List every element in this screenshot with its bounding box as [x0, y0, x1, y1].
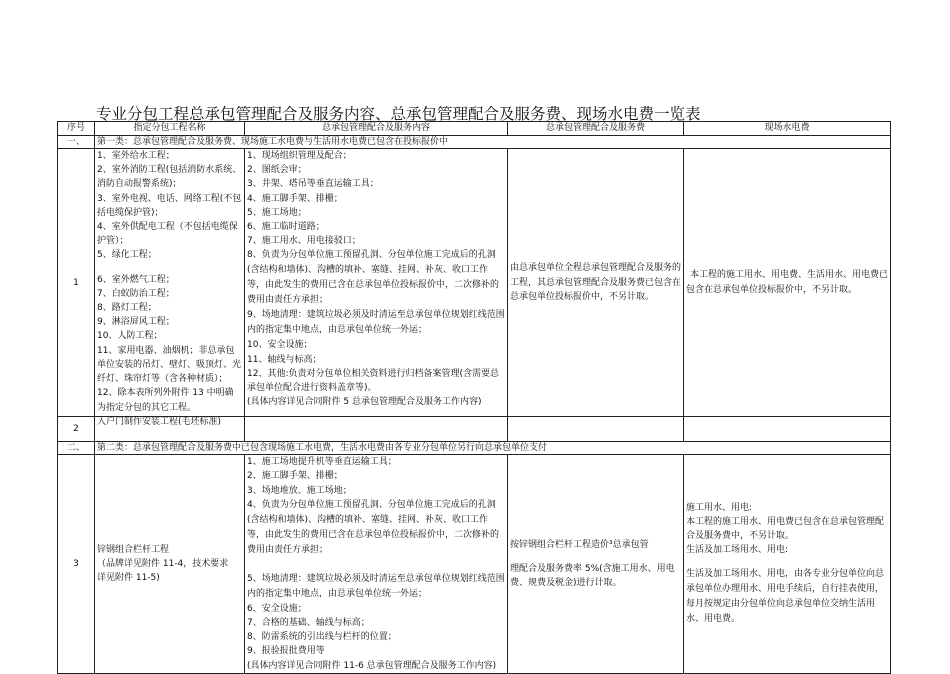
- list-item: 5、绿化工程；: [97, 250, 157, 261]
- list-item: 12、其他:负责对分包单位相关资料进行归档备案管理(含需要总承包单位配合进行资料盖章等)。: [247, 368, 499, 394]
- fee-table: [57, 121, 891, 674]
- list-item: (具体内容详见合同附件 11-6 总承包管理配合及服务工作内容): [247, 660, 497, 671]
- header-fee: 总承包管理配合及服务费: [508, 122, 684, 136]
- project-names-cell: [95, 149, 245, 417]
- list-item: 11、家用电器、油烟机；非总承包单位安装的吊灯、壁灯、吸顶灯、光纤灯、珠帘灯等（含各种材质）；: [97, 345, 242, 385]
- row-seq: 3: [58, 455, 95, 674]
- list-item: 本工程的施工用水、用电费已包含在总承包管理配合及服务费中，不另计取。: [686, 516, 885, 542]
- service-content-cell: [245, 417, 508, 442]
- list-item: 2、施工脚手架、排栅；: [247, 471, 343, 482]
- list-item: 3、场地堆放、施工场地；: [247, 485, 352, 496]
- list-item: 11、轴线与标高；: [247, 354, 322, 365]
- list-item: 1、施工场地提升机等垂直运输工具；: [247, 457, 397, 468]
- category-row-1: [58, 136, 891, 149]
- list-item: 12、除本表所列外附件 13 中明确为指定分包的其它工程。: [97, 388, 234, 414]
- header-row: [58, 122, 891, 136]
- list-item: 4、施工脚手架、排栅；: [247, 193, 343, 204]
- list-item: 生活及加工场用水、用电，由各专业分包单位向总承包单位办理用水、用电手续后，自行挂表使用，每月按规定由分包单位向总承包单位交纳生活用水、用电费。: [686, 569, 885, 625]
- utility-fee-cell: [684, 417, 891, 442]
- fee-line: 按锌钢组合栏杆工程造价³总承包管: [510, 539, 649, 550]
- list-item: 6、施工临时道路；: [247, 222, 325, 233]
- utility-fee-cell: [684, 455, 891, 674]
- list-item: 8、防雷系统的引出线与栏杆的位置；: [247, 632, 397, 643]
- header-content: 总承包管理配合及服务内容: [245, 122, 508, 136]
- category-row-2: [58, 442, 891, 455]
- list-item: 5、场地清理：建筑垃圾必须及时清运至总承包单位规划红线范围内的指定集中地点，由总承包单位统一外运；: [247, 573, 505, 599]
- header-water: 现场水电费: [684, 122, 891, 136]
- list-item: 10、人防工程；: [97, 331, 163, 342]
- category-text: 第一类：总承包管理配合及服务费、现场施工水电费与生活用水电费已包含在投标报价中: [95, 136, 891, 149]
- list-item: (具体内容详见合同附件 5 总承包管理配合及服务工作内容): [247, 397, 482, 408]
- service-content-cell: [245, 455, 508, 674]
- table-row-2: [58, 417, 891, 442]
- list-item: 9、淋浴屏风工程；: [97, 317, 175, 328]
- list-item: 1、现场组织管理及配合；: [247, 151, 352, 161]
- row-seq: 2: [58, 417, 95, 442]
- fee-line: 理配合及服务费率 5%(含施工用水、用电费、规费及税金)进行计取。: [510, 563, 675, 589]
- list-item: 7、施工用水、用电接驳口；: [247, 236, 361, 247]
- list-item: （品牌详见附件 11-4，技术要求: [97, 558, 229, 569]
- category-seq: 二、: [58, 442, 95, 455]
- header-seq: 序号: [58, 122, 95, 136]
- table-row-3: [58, 455, 891, 674]
- list-item: 8、负责为分包单位施工预留孔洞、分包单位施工完成后的孔洞(含结构和墙体)、沟槽的填补、塞缝、挂网、补灰、收口工作等，由此发生的费用已含在总承包单位投标报价中，二次修补的费用由责任方承担；: [247, 250, 500, 306]
- list-item: 6、安全设施；: [247, 603, 307, 614]
- service-fee-cell: 由总承包单位全程总承包管理配合及服务的工程，其总承包管理配合及服务费已包含在总承包单位投标报价中，不另计取。: [508, 149, 684, 417]
- list-item: 9、报验报批费用等: [247, 646, 325, 657]
- list-item: 7、合格的基础、轴线与标高；: [247, 618, 370, 629]
- list-item: 锌钢组合栏杆工程: [97, 544, 170, 555]
- list-item: 9、场地清理：建筑垃圾必须及时清运至总承包单位规划红线范围内的指定集中地点，由总承包单位统一外运；: [247, 310, 505, 336]
- service-content-cell: [245, 149, 508, 417]
- header-name: 指定分包工程名称: [95, 122, 245, 136]
- list-item: 详见附件 11-5): [97, 573, 160, 584]
- list-item: 6、室外燃气工程；: [97, 274, 175, 285]
- list-item: 3、室外电视、电话、网络工程(不包括电缆保护管)；: [97, 193, 242, 218]
- list-item: 4、室外供配电工程（不包括电缆保护管）；: [97, 222, 238, 247]
- list-item: 2、室外消防工程(包括消防水系统、消防自动报警系统)；: [97, 165, 242, 190]
- project-name-cell: [95, 455, 245, 674]
- list-item: 4、负责为分包单位施工预留孔洞、分包单位施工完成后的孔洞(含结构和墙体)、沟槽的填补、塞缝、挂网、补灰、收口工作等，由此发生的费用已含在总承包单位投标报价中，二次修补的费用由责任方承担；: [247, 499, 500, 555]
- list-item: 3、井架、塔吊等垂直运输工具；: [247, 179, 379, 190]
- row-seq: 1: [58, 149, 95, 417]
- list-item: 2、图纸会审；: [247, 165, 307, 176]
- list-item: 7、白蚁防治工程；: [97, 288, 175, 299]
- list-item: 1、室外给水工程；: [97, 151, 175, 161]
- category-seq: 一、: [58, 136, 95, 149]
- utility-fee-cell: 本工程的施工用水、用电费、生活用水、用电费已包含在总承包单位投标报价中，不另计取。: [684, 149, 891, 417]
- document-title: 专业分包工程总承包管理配合及服务内容、总承包管理配合及服务费、现场水电费一览表: [96, 105, 701, 123]
- list-item: 8、路灯工程；: [97, 303, 157, 314]
- category-text: 第二类：总承包管理配合及服务费中已包含现场施工水电费，生活水电费由各专业分包单位另行向总承包单位支付: [95, 442, 891, 455]
- table-row-1: [58, 149, 891, 417]
- project-name-cell: 入户门制作安装工程(毛坯标准): [95, 417, 245, 442]
- service-fee-cell: [508, 417, 684, 442]
- list-item: 生活及加工场用水、用电:: [686, 545, 789, 556]
- list-item: 10、安全设施；: [247, 340, 313, 351]
- list-item: 施工用水、用电:: [686, 502, 753, 513]
- list-item: 5、施工场地；: [247, 207, 307, 218]
- service-fee-cell: [508, 455, 684, 674]
